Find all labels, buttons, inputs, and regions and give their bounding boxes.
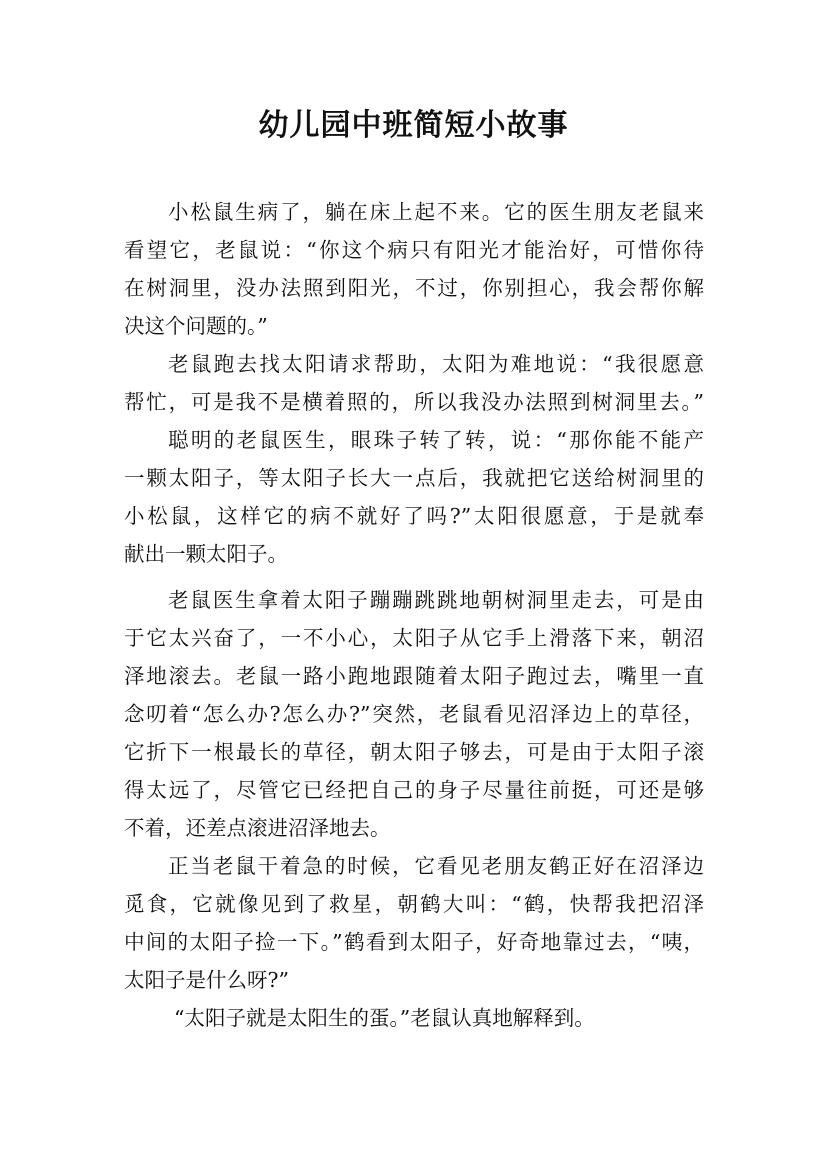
story-line: 老鼠跑去找太阳请求帮助，太阳为难地说：“我很愿意 <box>168 352 704 376</box>
story-line: 一颗太阳子，等太阳子长大一点后，我就把它送给树洞里的 <box>124 466 704 490</box>
story-line: 正当老鼠干着急的时候，它看见老朋友鹤正好在沼泽边 <box>168 854 704 878</box>
story-line: 聪明的老鼠医生，眼珠子转了转，说：“那你能不能产 <box>168 428 704 452</box>
story-line: 小松鼠，这样它的病不就好了吗?”太阳很愿意，于是就奉 <box>124 504 704 528</box>
story-line: 在树洞里，没办法照到阳光，不过，你别担心，我会帮你解 <box>124 276 704 300</box>
document-title: 幼儿园中班简短小故事 <box>258 108 569 143</box>
story-line: 念叨着“怎么办?怎么办?”突然，老鼠看见沼泽边上的草径， <box>124 702 704 726</box>
story-line: “太阳子就是太阳生的蛋。”老鼠认真地解释到。 <box>174 1006 595 1030</box>
story-line: 献出一颗太阳子。 <box>124 542 288 566</box>
story-line: 看望它，老鼠说：“你这个病只有阳光才能治好，可惜你待 <box>124 238 704 262</box>
story-line: 决这个问题的。” <box>124 314 268 338</box>
story-line: 老鼠医生拿着太阳子蹦蹦跳跳地朝树洞里走去，可是由 <box>168 588 704 612</box>
story-line: 觅食，它就像见到了救星，朝鹤大叫：“鹤，快帮我把沼泽 <box>124 892 704 916</box>
story-line: 不着，还差点滚进沼泽地去。 <box>124 816 391 840</box>
story-line: 帮忙，可是我不是横着照的，所以我没办法照到树洞里去。” <box>124 390 704 414</box>
story-line: 于它太兴奋了，一不小心，太阳子从它手上滑落下来，朝沼 <box>124 626 704 650</box>
story-line: 中间的太阳子捡一下。”鹤看到太阳子，好奇地靠过去，“咦， <box>124 930 704 954</box>
story-line: 小松鼠生病了，躺在床上起不来。它的医生朋友老鼠来 <box>168 200 704 224</box>
story-line: 它折下一根最长的草径，朝太阳子够去，可是由于太阳子滚 <box>124 740 704 764</box>
story-line: 泽地滚去。老鼠一路小跑地跟随着太阳子跑过去，嘴里一直 <box>124 664 704 688</box>
story-line: 太阳子是什么呀?” <box>124 968 289 992</box>
story-line: 得太远了，尽管它已经把自己的身子尽量往前挺，可还是够 <box>124 778 704 802</box>
